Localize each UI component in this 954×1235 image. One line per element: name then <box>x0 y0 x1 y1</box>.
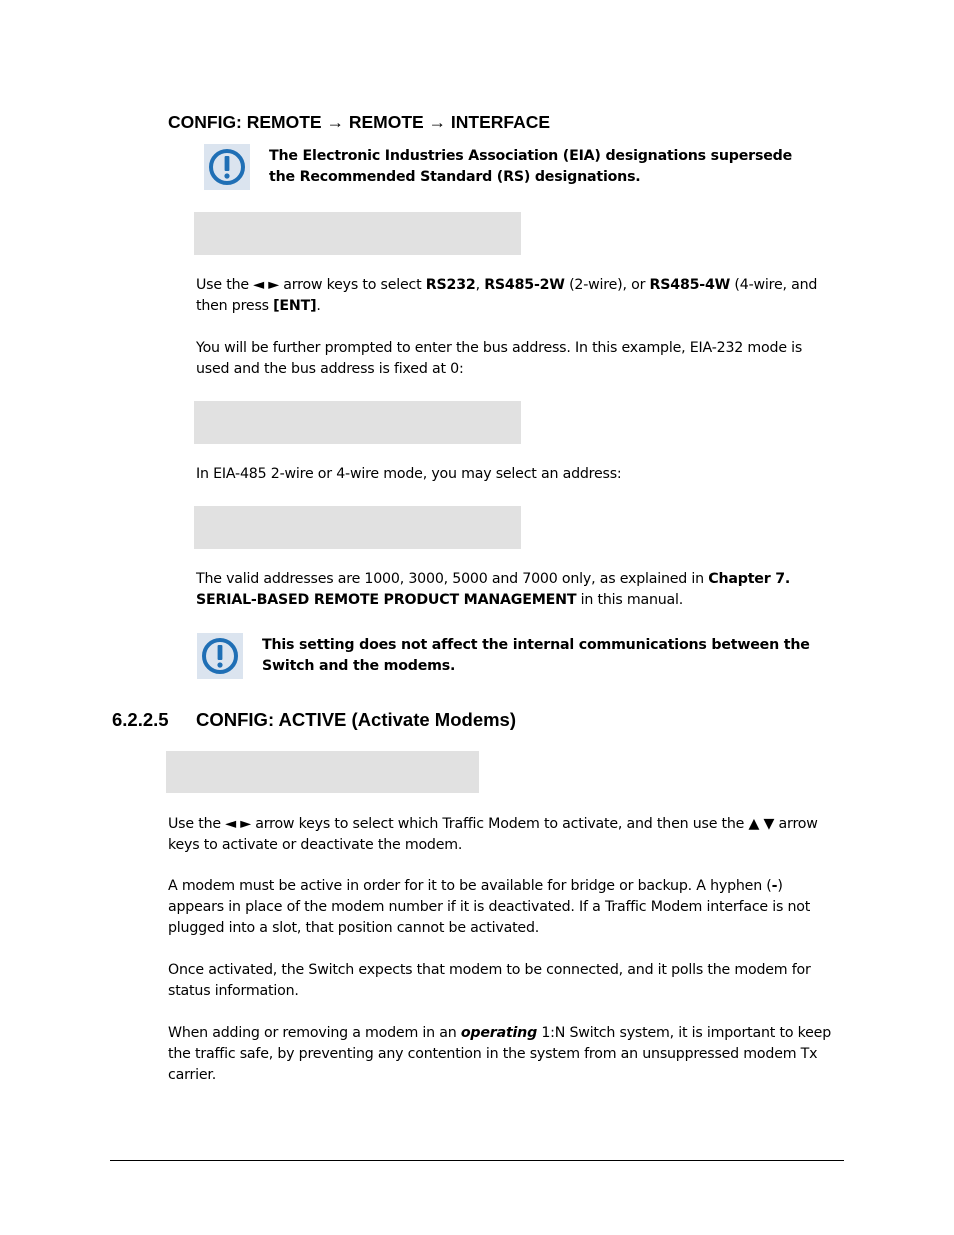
option-rs485-4w: RS485-4W <box>649 277 731 293</box>
footer-rule <box>110 1160 844 1161</box>
paragraph <box>196 275 836 317</box>
lcd-display <box>194 506 521 549</box>
paragraph: In EIA-485 2-wire or 4-wire mode, you may select an address: <box>196 466 622 482</box>
lcd-display <box>194 212 521 255</box>
hyphen-symbol: - <box>771 878 778 894</box>
ent-key: [ENT] <box>273 298 317 314</box>
paragraph <box>168 1023 836 1086</box>
paragraph <box>196 569 841 611</box>
emphasis-operating: operating <box>460 1025 538 1041</box>
chapter-reference: Chapter 7. SERIAL-BASED REMOTE PRODUCT MANAGEMENT <box>196 571 791 608</box>
note-icon-box <box>204 144 250 190</box>
exclamation-circle-icon <box>207 147 247 187</box>
text: ) appears in place of the modem number if it is deactivated. If a Traffic Modem interface is not plugged into a slot, that position cannot be activated. <box>168 878 811 936</box>
note-text: The Electronic Industries Association (EIA) designations supersede the Recommended Standard (RS) designations. <box>269 148 793 185</box>
text: (2-wire), or <box>564 277 650 293</box>
text: A modem must be active in order for it to be available for bridge or backup. A hyphen ( <box>168 878 772 894</box>
lcd-display <box>166 751 479 793</box>
paragraph: Once activated, the Switch expects that modem to be connected, and it polls the modem for status information. <box>168 962 811 999</box>
note-text: This setting does not affect the internal communications between the Switch and the modems. <box>262 637 810 674</box>
text: The valid addresses are 1000, 3000, 5000 and 7000 only, as explained in <box>196 571 709 587</box>
subsection-heading: CONFIG: REMOTE → REMOTE → INTERFACE <box>168 112 551 132</box>
text: (4-wire, and then press <box>196 277 818 314</box>
option-rs485-2w: RS485-2W <box>484 277 565 293</box>
option-rs232: RS232 <box>425 277 476 293</box>
exclamation-circle-icon <box>200 636 240 676</box>
text: , <box>475 277 485 293</box>
paragraph: You will be further prompted to enter the bus address. In this example, EIA-232 mode is used and the bus address is fixed at 0: <box>196 340 803 377</box>
text: When adding or removing a modem in an <box>168 1025 461 1041</box>
text: . <box>316 298 321 314</box>
paragraph <box>168 876 833 939</box>
section-number: 6.2.2.5 <box>112 709 169 730</box>
text: Use the ◄ ► arrow keys to select <box>196 277 426 293</box>
paragraph: Use the ◄ ► arrow keys to select which Traffic Modem to activate, and then use the ▲ ▼ arrow keys to activate or deactivate the modem. <box>168 816 818 853</box>
text: in this manual. <box>576 592 684 608</box>
lcd-display <box>194 401 521 444</box>
note-icon-box <box>197 633 243 679</box>
text: 1:N Switch system, it is important to keep the traffic safe, by preventing any contention in the system from an unsuppressed modem Tx carrier. <box>168 1025 831 1083</box>
section-title: CONFIG: ACTIVE (Activate Modems) <box>196 709 517 730</box>
